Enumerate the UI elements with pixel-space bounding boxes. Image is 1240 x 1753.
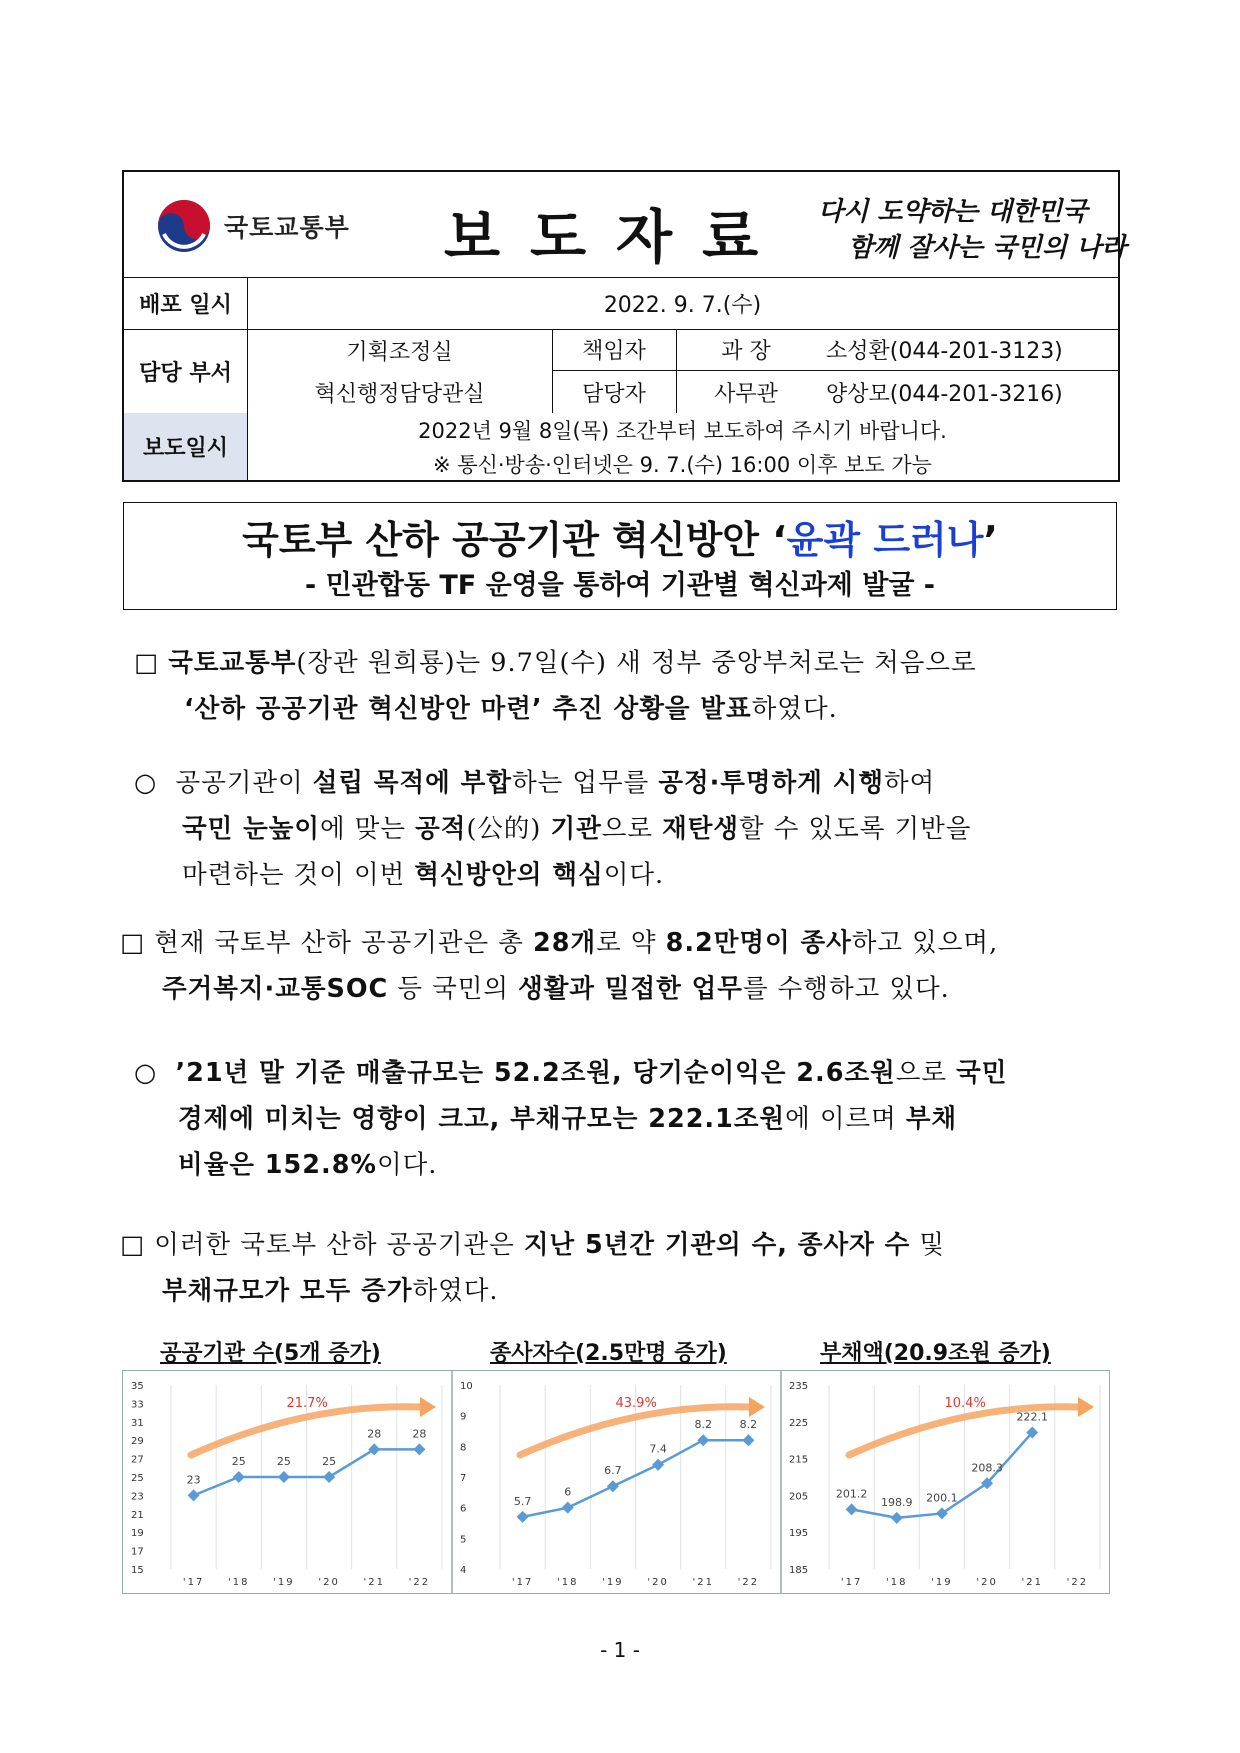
- headline-highlight: 윤곽 드러나: [786, 518, 984, 562]
- ministry-logo: [154, 198, 350, 254]
- slogan-calligraphy: [808, 186, 1127, 266]
- p1-text-2: 하였다.: [751, 694, 838, 724]
- data-point: [188, 1489, 200, 1501]
- y-tick-label: 7: [460, 1473, 467, 1484]
- x-tick-label: '20: [976, 1577, 998, 1588]
- staff-label: 담당자: [582, 381, 646, 407]
- data-label: 222.1: [1016, 1410, 1048, 1424]
- p3-bold-2: 8.2만명이 종사: [665, 928, 852, 958]
- data-point: [891, 1512, 903, 1524]
- p5-text-3: 하였다.: [412, 1276, 499, 1306]
- department-line1: 기획조정실: [346, 339, 453, 365]
- data-label: 8.2: [694, 1418, 712, 1432]
- p3-bold-1: 28개: [532, 928, 597, 958]
- y-tick-label: 33: [131, 1399, 144, 1411]
- p4-text-2: 에 이르며: [785, 1104, 906, 1134]
- p4-bold-4: 부채: [905, 1104, 958, 1134]
- data-label: 25: [276, 1455, 291, 1468]
- embargo-line2: ※ 통신·방송·인터넷은 9. 7.(수) 16:00 이후 보도 가능: [433, 452, 932, 477]
- y-tick-label: 8: [460, 1442, 467, 1454]
- x-tick-label: '17: [182, 1577, 205, 1588]
- y-tick-label: 21: [131, 1509, 144, 1521]
- paragraph-4: [134, 1050, 1124, 1188]
- responsible-contact: 소성환(044-201-3123): [826, 339, 1063, 364]
- x-tick-label: '22: [408, 1577, 431, 1588]
- department-row: [124, 329, 1118, 414]
- p4-bold-3: 경제에 미치는 영향이 크고, 부채규모는 222.1조원: [178, 1104, 786, 1134]
- data-point: [562, 1502, 574, 1514]
- p1-bold-1: 국토교통부: [168, 648, 297, 678]
- paragraph-2: [134, 760, 1124, 898]
- p2-bold-1: 설립 목적에 부합: [312, 768, 512, 798]
- y-tick-label: 9: [460, 1411, 467, 1423]
- growth-arrow-head: [749, 1397, 765, 1417]
- p5-bold-1: 지난 5년간 기관의 수, 종사자 수: [523, 1230, 911, 1260]
- p2-text-6: 으로: [601, 814, 663, 844]
- data-label: 198.9: [881, 1495, 913, 1509]
- p2-text-1: 공공기관이: [175, 768, 313, 798]
- embargo-line1: 2022년 9월 8일(목) 조간부터 보도하여 주시기 바랍니다.: [418, 419, 947, 443]
- page-number: - 1 -: [600, 1638, 640, 1662]
- press-release-header: [122, 170, 1127, 482]
- data-point: [413, 1443, 425, 1455]
- p3-text-1: 현재 국토부 산하 공공기관은 총: [154, 928, 533, 958]
- p2-bold-6: 재탄생: [662, 814, 740, 844]
- ministry-name: 국토교통부: [224, 213, 350, 242]
- chart1-title: 공공기관 수(5개 증가): [160, 1341, 381, 1366]
- y-tick-label: 215: [789, 1454, 809, 1466]
- p4-bold-2: 국민: [956, 1058, 1008, 1088]
- p2-text-9: 이다.: [603, 860, 665, 890]
- p2-text-2: 하는 업무를: [511, 768, 659, 798]
- x-tick-label: '18: [557, 1577, 579, 1588]
- data-point: [607, 1480, 619, 1492]
- x-tick-label: '21: [1021, 1577, 1043, 1588]
- charts-panel: [122, 1370, 1110, 1594]
- headline: [124, 509, 1116, 564]
- data-label: 200.1: [926, 1491, 958, 1505]
- p3-text-3: 하고 있으며,: [851, 928, 999, 958]
- chart2-title: 종사자수(2.5만명 증가): [490, 1341, 727, 1366]
- y-tick-label: 17: [131, 1546, 144, 1558]
- circle-bullet: ○: [134, 768, 158, 798]
- p5-bold-2: 부채규모가 모두 증가: [162, 1276, 413, 1306]
- data-label: 5.7: [513, 1494, 532, 1508]
- data-point: [323, 1471, 335, 1483]
- growth-label: 21.7%: [286, 1396, 328, 1411]
- chart3-title: 부채액(20.9조원 증가): [820, 1341, 1051, 1366]
- growth-arrow-head: [1078, 1397, 1094, 1417]
- headline-box: [123, 502, 1117, 610]
- x-tick-label: '22: [1066, 1577, 1089, 1588]
- headline-text: 국토부 산하 공공기관 혁신방안 ‘: [242, 518, 787, 562]
- x-tick-label: '22: [737, 1577, 760, 1588]
- data-label: 25: [231, 1455, 246, 1468]
- y-tick-label: 5: [460, 1534, 467, 1546]
- data-point: [517, 1511, 529, 1523]
- data-label: 6.7: [604, 1464, 622, 1478]
- data-point: [697, 1434, 709, 1446]
- department-label: 담당 부서: [124, 329, 248, 413]
- p3-bold-4: 생활과 밀접한 업무: [518, 974, 743, 1004]
- y-tick-label: 225: [789, 1417, 809, 1429]
- data-label: 28: [367, 1427, 382, 1441]
- x-tick-label: '18: [886, 1577, 908, 1588]
- p3-text-2: 로 약: [596, 928, 666, 958]
- p1-bold-2: ‘산하 공공기관 혁신방안 마련’ 추진 상황을 발표: [184, 694, 752, 724]
- p2-text-7: 할 수 있도록 기반을: [739, 814, 972, 844]
- release-date-row: [124, 277, 1118, 330]
- y-tick-label: 27: [131, 1454, 144, 1466]
- y-tick-label: 31: [131, 1417, 144, 1429]
- x-tick-label: '19: [931, 1577, 953, 1588]
- y-tick-label: 29: [131, 1436, 144, 1448]
- x-tick-label: '18: [228, 1577, 250, 1588]
- release-date-label: 배포 일시: [124, 277, 248, 329]
- p2-text-8: 마련하는 것이 이번: [182, 860, 415, 890]
- data-point: [742, 1434, 754, 1446]
- y-tick-label: 25: [131, 1473, 144, 1484]
- data-point: [233, 1471, 245, 1483]
- p2-bold-5: 기관: [550, 814, 602, 844]
- staff-contact: 양상모(044-201-3216): [826, 381, 1063, 407]
- y-tick-label: 235: [789, 1381, 809, 1392]
- y-tick-label: 10: [460, 1381, 473, 1392]
- headline-quote: ’: [983, 518, 998, 562]
- slogan-line2: 함께 잘사는 국민의 나라: [848, 233, 1127, 263]
- p2-text-4: 에 맞는: [320, 814, 416, 844]
- growth-label: 10.4%: [944, 1396, 986, 1411]
- p4-text-3: 이다.: [377, 1150, 438, 1180]
- y-tick-label: 35: [131, 1381, 144, 1392]
- data-point: [278, 1471, 290, 1483]
- square-bullet: □: [120, 928, 146, 958]
- p5-text-2: 및: [910, 1230, 946, 1260]
- data-label: 6: [564, 1485, 572, 1499]
- p2-text-5: (公的): [466, 814, 551, 844]
- growth-label: 43.9%: [615, 1396, 657, 1411]
- data-label: 201.2: [835, 1487, 868, 1501]
- y-tick-label: 6: [460, 1503, 467, 1515]
- data-label: 28: [412, 1427, 427, 1441]
- p4-bold-1: ’21년 말 기준 매출규모는 52.2조원, 당기순이익은 2.6조원: [175, 1058, 896, 1088]
- p3-text-4: 등 국민의: [388, 974, 519, 1004]
- data-label: 8.2: [739, 1418, 758, 1432]
- y-tick-label: 205: [789, 1491, 809, 1503]
- circle-bullet: ○: [134, 1058, 158, 1088]
- responsible-label: 책임자: [582, 339, 646, 364]
- y-tick-label: 15: [131, 1565, 144, 1576]
- paragraph-1: [134, 640, 1124, 732]
- paragraph-5: [120, 1222, 1130, 1314]
- staff-title: 사무관: [714, 381, 778, 407]
- data-label: 7.4: [649, 1442, 667, 1456]
- x-tick-label: '21: [692, 1577, 714, 1588]
- y-tick-label: 4: [460, 1565, 467, 1576]
- y-tick-label: 19: [131, 1528, 144, 1540]
- x-tick-label: '20: [318, 1577, 340, 1588]
- p3-text-5: 를 수행하고 있다.: [742, 974, 950, 1004]
- x-tick-label: '17: [840, 1577, 863, 1588]
- responsible-title: 과 장: [721, 339, 771, 364]
- data-point: [652, 1459, 664, 1471]
- x-tick-label: '20: [647, 1577, 669, 1588]
- y-tick-label: 195: [789, 1528, 809, 1540]
- paragraph-3: [120, 920, 1130, 1012]
- x-tick-label: '21: [363, 1577, 385, 1588]
- p4-bold-5: 비율은 152.8%: [178, 1150, 377, 1180]
- charts-svg: [123, 1371, 1109, 1593]
- embargo-label: 보도일시: [124, 413, 248, 480]
- header-top: [124, 172, 1127, 278]
- square-bullet: □: [134, 648, 160, 678]
- p1-text-1: (장관 원희룡)는 9.7일(수) 새 정부 중앙부처로는 처음으로: [296, 648, 977, 678]
- y-tick-label: 185: [789, 1565, 809, 1576]
- p2-bold-7: 혁신방안의 핵심: [414, 860, 604, 890]
- embargo-row: [124, 413, 1118, 480]
- p2-text-3: 하여: [883, 768, 936, 798]
- x-tick-label: '17: [511, 1577, 534, 1588]
- data-label: 208.3: [971, 1461, 1003, 1475]
- p2-bold-2: 공정·투명하게 시행: [658, 768, 884, 798]
- subheadline: - 민관합동 TF 운영을 통하여 기관별 혁신과제 발굴 -: [304, 570, 936, 601]
- data-label: 23: [186, 1473, 201, 1487]
- data-point: [846, 1503, 858, 1515]
- release-date-value: 2022. 9. 7.(수): [603, 292, 762, 318]
- taegeuk-logo-icon: [154, 198, 214, 254]
- p5-text-1: 이러한 국토부 산하 공공기관은: [154, 1230, 524, 1260]
- y-tick-label: 23: [131, 1491, 144, 1503]
- p4-text-1: 으로: [895, 1058, 957, 1088]
- x-tick-label: '19: [602, 1577, 624, 1588]
- slogan-line1: 다시 도약하는 대한민국: [818, 197, 1088, 227]
- growth-arrow-head: [420, 1397, 436, 1417]
- p2-bold-4: 공적: [415, 814, 467, 844]
- press-release-title: 보도자료: [444, 203, 789, 271]
- square-bullet: □: [120, 1230, 146, 1260]
- p3-bold-3: 주거복지·교통SOC: [162, 974, 389, 1004]
- department-line2: 혁신행정담당관실: [314, 381, 485, 407]
- data-point: [368, 1443, 380, 1455]
- p2-bold-3: 국민 눈높이: [182, 814, 321, 844]
- x-tick-label: '19: [273, 1577, 295, 1588]
- data-label: 25: [322, 1455, 337, 1468]
